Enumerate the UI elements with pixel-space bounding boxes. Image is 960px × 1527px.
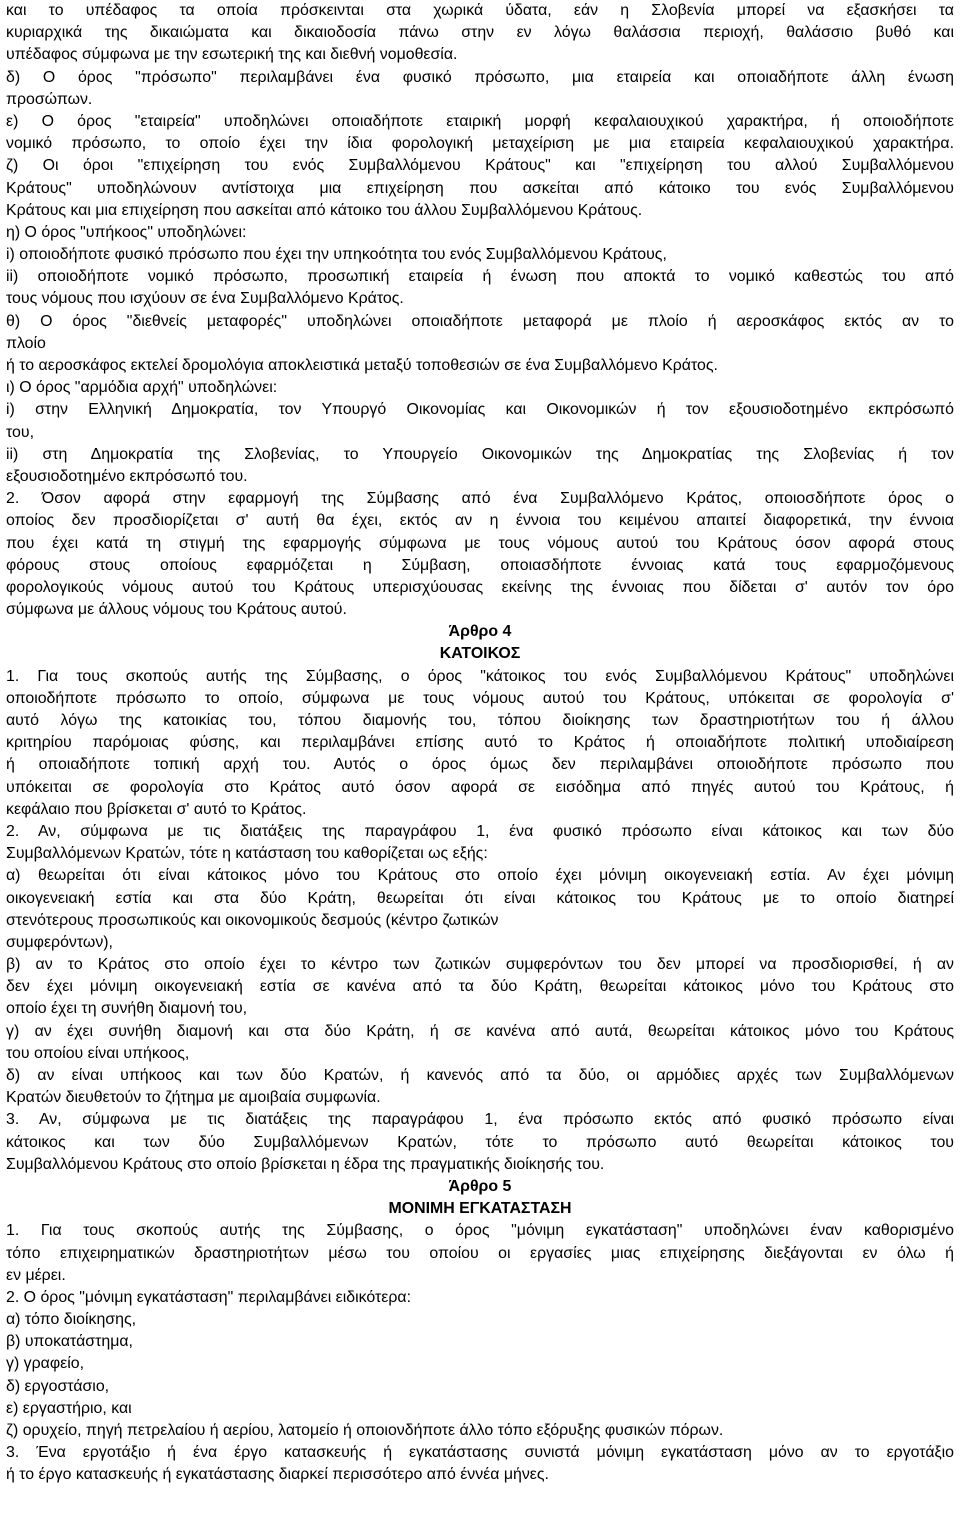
- text-line: i) οποιοδήποτε φυσικό πρόσωπο που έχει την υπηκοότητα του ενός Συμβαλλόμενου Κράτους,: [6, 246, 667, 264]
- text-line: νομικό πρόσωπο, το οποίο έχει την ίδια φορολογική μεταχείριση με μια εταιρεία κεφαλαιουχικού χαρακτήρα.: [6, 135, 954, 153]
- section-heading-line: ΜΟΝΙΜΗ ΕΓΚΑΤΑΣΤΑΣΗ: [388, 1200, 572, 1218]
- text-line: Κρατών διευθετούν το ζήτημα με αμοιβαία συμφωνία.: [6, 1089, 381, 1107]
- text-line: Συμβαλλόμενων Κρατών, τότε η κατάσταση του καθορίζεται ως εξής:: [6, 845, 488, 863]
- text-line: θ) Ο όρος "διεθνείς μεταφορές" υποδηλώνει οποιαδήποτε μεταφορά με πλοίο ή αεροσκάφος εκτός αν το: [6, 312, 954, 330]
- text-line: οποίο έχει τη συνήθη διαμονή του,: [6, 1000, 248, 1018]
- text-line: κυριαρχικά της δικαιώματα και δικαιοδοσία πάνω στην εν λόγω θαλάσσια περιοχή, θαλάσσιο βυθό και: [6, 24, 954, 42]
- text-line: Κράτους και μια επιχείρηση που ασκείται από κάτοικο του άλλου Συμβαλλόμενου Κράτους.: [6, 201, 643, 219]
- text-line: οποίος δεν προσδιορίζεται σ' αυτή θα έχει, εκτός αν η έννοια του κειμένου απαιτεί διαφορετικά, την έννοια: [6, 512, 954, 530]
- text-line: ζ) ορυχείο, πηγή πετρελαίου ή αερίου, λατομείο ή οποιονδήποτε άλλο τόπο εξόρυξης φυσικών πόρων.: [6, 1422, 724, 1439]
- text-line: στενότερους προσωπικούς και οικονομικούς δεσμούς (κέντρο ζωτικών: [6, 911, 499, 929]
- text-line: ε) Ο όρος "εταιρεία" υποδηλώνει οποιαδήποτε εταιρική μορφή κεφαλαιουχικού χαρακτήρα, ή οποιοδήποτε: [6, 112, 954, 130]
- text-line: υπέδαφος σύμφωνα με την εσωτερική της και διεθνή νομοθεσία.: [6, 46, 458, 64]
- text-line: προσώπων.: [6, 90, 93, 108]
- text-line: ή το αεροσκάφος εκτελεί δρομολόγια αποκλειστικά μεταξύ τοποθεσιών σε ένα Συμβαλλόμενο Κράτος.: [6, 357, 718, 374]
- text-line: εν μέρει.: [6, 1266, 66, 1284]
- text-line: 2. Ο όρος "μόνιμη εγκατάσταση" περιλαμβάνει ειδικότερα:: [6, 1288, 412, 1306]
- text-line: αυτό λόγω της κατοικίας του, τόπου διαμονής του, τόπου διοίκησης των δραστηριοτήτων του ή άλλου: [6, 712, 954, 729]
- text-line: η) Ο όρος "υπήκοος" υποδηλώνει:: [6, 223, 247, 241]
- text-line: οποιοδήποτε πρόσωπο το οποίο, σύμφωνα με τους νόμους αυτού του Κράτους, υπόκειται σε φορολογία σ': [6, 689, 954, 707]
- text-line: β) υποκατάστημα,: [6, 1333, 133, 1351]
- text-line: και το υπέδαφος τα οποία πρόσκεινται στα χωρικά ύδατα, εάν η Σλοβενία μπορεί να εξασκήσει τα: [6, 2, 954, 19]
- text-line: φόρους στους οποίους εφαρμόζεται η Σύμβαση, οποιασδήποτε έννοιας κατά τους εφαρμοζόμενους: [6, 556, 954, 574]
- text-line: δεν έχει μόνιμη οικογενειακή εστία σε κανένα από τα δύο Κράτη, θεωρείται κάτοικος μόνο του Κράτους στο: [6, 978, 954, 996]
- text-line: δ) εργοστάσιο,: [6, 1377, 110, 1395]
- text-line: γ) αν έχει συνήθη διαμονή και στα δύο Κράτη, ή σε κανένα από αυτά, θεωρείται κάτοικος μόνο του Κράτους: [6, 1022, 954, 1040]
- text-line: που έχει κατά τη στιγμή της εφαρμογής σύμφωνα με τους νόμους αυτού του Κράτους όσον αφορά στους: [6, 534, 954, 552]
- text-line: 2. Όσον αφορά στην εφαρμογή της Σύμβασης από ένα Συμβαλλόμενο Κράτος, οποιοσδήποτε όρος ο: [6, 490, 954, 508]
- text-line: 1. Για τους σκοπούς αυτής της Σύμβασης, ο όρος "κάτοικος του ενός Συμβαλλόμενου Κράτους" υποδηλώνει: [6, 667, 954, 685]
- text-line: κεφάλαιο που βρίσκεται σ' αυτό το Κράτος.: [6, 800, 307, 818]
- text-line: τους νόμους που ισχύουν σε ένα Συμβαλλόμενο Κράτος.: [6, 290, 404, 308]
- text-line: Συμβαλλόμενου Κράτους στο οποίο βρίσκεται η έδρα της πραγματικής διοίκησής του.: [6, 1155, 605, 1173]
- text-line: του,: [6, 423, 34, 441]
- text-line: συμφερόντων),: [6, 933, 113, 951]
- text-line: του οποίου είναι υπήκοος,: [6, 1044, 190, 1062]
- section-heading-line: ΚΑΤΟΙΚΟΣ: [439, 645, 521, 663]
- text-line: ii) στη Δημοκρατία της Σλοβενίας, το Υπουργείο Οικονομικών της Δημοκρατίας της Σλοβενίας ή τον: [6, 445, 954, 463]
- text-line: i) στην Ελληνική Δημοκρατία, τον Υπουργό Οικονομίας και Οικονομικών ή τον εξουσιοδοτημένο εκπρόσωπό: [6, 401, 954, 419]
- section-heading-line: Άρθρο 4: [448, 623, 512, 641]
- text-line: τόπο επιχειρηματικών δραστηριοτήτων μέσω του οποίου οι εργασίες μιας επιχείρησης διεξάγονται εν όλω ή: [6, 1244, 954, 1262]
- text-line: κάτοικος και των δύο Συμβαλλόμενων Κρατών, τότε το πρόσωπο αυτό θεωρείται κάτοικος του: [6, 1133, 954, 1151]
- text-line: κριτηρίου παρόμοιας φύσης, και περιλαμβάνει επίσης αυτό το Κράτος ή οποιαδήποτε πολιτική υποδιαίρεση: [6, 734, 954, 752]
- text-line: δ) αν είναι υπήκοος και των δύο Κρατών, ή κανενός από τα δύο, οι αρμόδιες αρχές των Συμβαλλόμενων: [6, 1067, 954, 1084]
- text-line: α) θεωρείται ότι είναι κάτοικος μόνο του Κράτους στο οποίο έχει μόνιμη οικογενειακή εστία. Αν έχει μόνιμη: [6, 867, 954, 885]
- text-line: φορολογικούς νόμους αυτού του Κράτους υπερισχύουσας εκείνης της έννοιας που δίδεται σ' αυτόν τον όρο: [6, 578, 954, 596]
- text-line: ii) οποιοδήποτε νομικό πρόσωπο, προσωπική εταιρεία ή ένωση που αποκτά το νομικό καθεστώς του από: [6, 268, 954, 286]
- section-heading-line: Άρθρο 5: [448, 1177, 512, 1195]
- text-line: α) τόπο διοίκησης,: [6, 1311, 137, 1329]
- text-line: ι) Ο όρος "αρμόδια αρχή" υποδηλώνει:: [6, 379, 278, 397]
- text-line: ε) εργαστήριο, και: [6, 1399, 132, 1417]
- text-line: πλοίο: [6, 334, 46, 352]
- text-line: β) αν το Κράτος στο οποίο έχει το κέντρο των ζωτικών συμφερόντων του δεν μπορεί να προσδιορισθεί, ή αν: [6, 956, 954, 974]
- text-line: ζ) Οι όροι "επιχείρηση του ενός Συμβαλλόμενου Κράτους" και "επιχείρηση του αλλού Συμβαλλόμενου: [6, 157, 954, 175]
- text-line: δ) Ο όρος "πρόσωπο" περιλαμβάνει ένα φυσικό πρόσωπο, μια εταιρεία και οποιαδήποτε άλλη ένωση: [6, 68, 954, 86]
- text-line: 2. Αν, σύμφωνα με τις διατάξεις της παραγράφου 1, ένα φυσικό πρόσωπο είναι κάτοικος και των δύο: [6, 822, 954, 840]
- text-line: υπόκειται σε φορολογία στο Κράτος αυτό όσον αφορά σε εισόδημα από πηγές αυτού του Κράτους, ή: [6, 778, 954, 796]
- text-line: σύμφωνα με άλλους νόμους του Κράτους αυτού.: [6, 601, 347, 619]
- text-line: οικογενειακή εστία και στα δύο Κράτη, θεωρείται ότι είναι κάτοικος του Κράτους με το οποίο διατηρεί: [6, 889, 954, 907]
- text-line: 1. Για τους σκοπούς αυτής της Σύμβασης, ο όρος "μόνιμη εγκατάσταση" υποδηλώνει έναν καθορισμένο: [6, 1222, 954, 1240]
- text-line: 3. Ένα εργοτάξιο ή ένα έργο κατασκευής ή εγκατάστασης συνιστά μόνιμη εγκατάσταση μόνο αν το εργοτάξιο: [6, 1444, 954, 1462]
- text-line: Κράτους" υποδηλώνουν αντίστοιχα μια επιχείρηση που ασκείται από κάτοικο του ενός Συμβαλλόμενου: [6, 179, 954, 197]
- text-line: γ) γραφείο,: [6, 1355, 84, 1373]
- text-line: 3. Αν, σύμφωνα με τις διατάξεις της παραγράφου 1, ένα πρόσωπο εκτός από φυσικό πρόσωπο είναι: [6, 1111, 954, 1129]
- text-line: ή το έργο κατασκευής ή εγκατάστασης διαρκεί περισσότερο από έννέα μήνες.: [6, 1466, 549, 1484]
- text-line: εξουσιοδοτημένο εκπρόσωπό του.: [6, 467, 248, 485]
- text-line: ή οποιαδήποτε τοπική αρχή του. Αυτός ο όρος όμως δεν περιλαμβάνει οποιοδήποτε πρόσωπο που: [6, 756, 954, 774]
